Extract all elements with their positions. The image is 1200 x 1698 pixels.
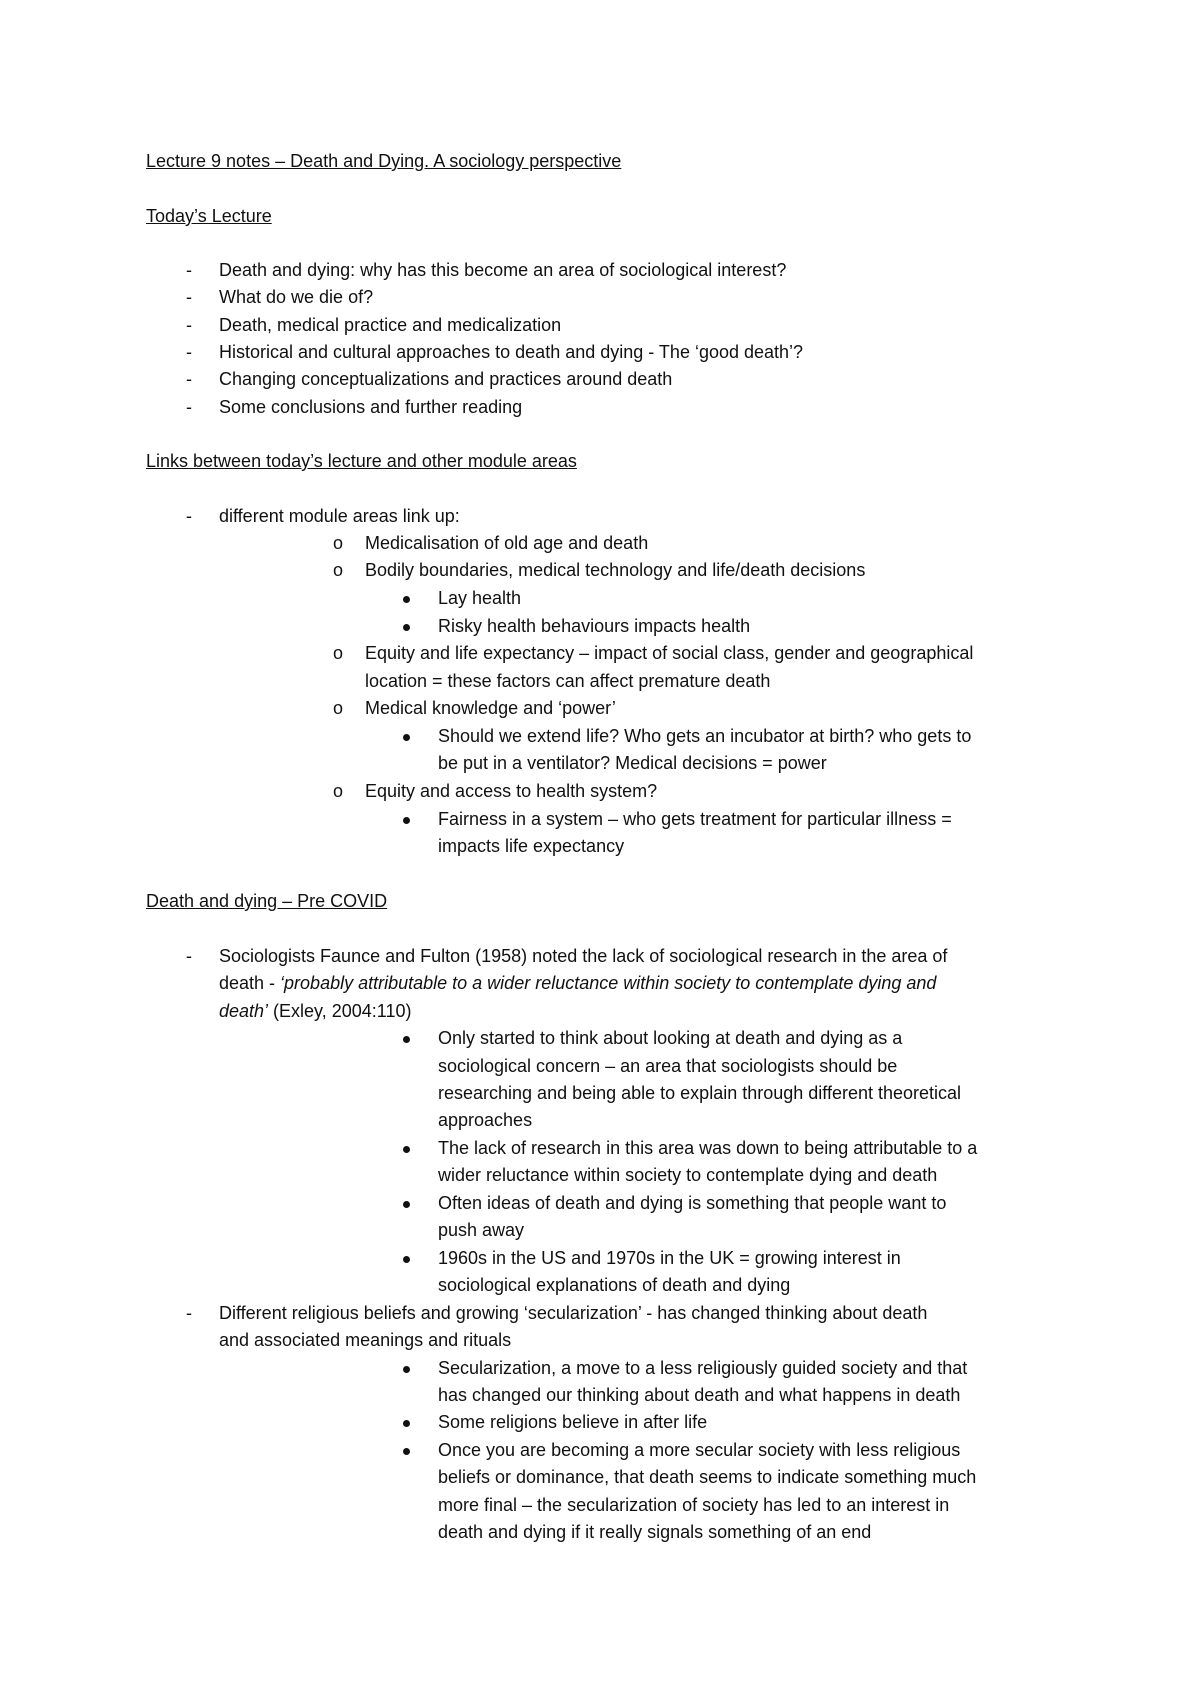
bullet-item: Should we extend life? Who gets an incubator at birth? who gets to [438,726,972,746]
dash-marker: - [186,369,192,389]
bullet-dot [403,1256,410,1263]
dash-marker: - [186,506,192,526]
page-title: Lecture 9 notes – Death and Dying. A sociology perspective [146,151,622,171]
bullet-item-continuation: more final – the secularization of society has led to an interest in [438,1495,950,1515]
sub-list-item: Medical knowledge and ‘power’ [365,698,616,718]
bullet-dot [403,1146,410,1153]
quote-text: ‘probably attributable to a wider reluctance within society to contemplate dying and [280,973,937,993]
sub-list-item: Bodily boundaries, medical technology and life/death decisions [365,560,866,580]
bullet-dot [403,1036,410,1043]
section-heading-pre-covid: Death and dying – Pre COVID [146,891,388,911]
dash-marker: - [186,287,192,307]
list-item-continuation [219,971,936,995]
bullet-item-continuation: impacts life expectancy [438,836,625,856]
bullet-item-continuation: sociological explanations of death and dying [438,1275,791,1295]
circle-marker: o [333,533,344,553]
bullet-item-continuation: death and dying if it really signals something of an end [438,1522,872,1542]
dash-marker: - [186,315,192,335]
bullet-item-continuation: beliefs or dominance, that death seems to indicate something much [438,1467,977,1487]
bullet-item: The lack of research in this area was down to being attributable to a [438,1138,978,1158]
bullet-item-continuation: be put in a ventilator? Medical decisions = power [438,753,827,773]
bullet-item-continuation: researching and being able to explain through different theoretical [438,1083,962,1103]
list-item: Changing conceptualizations and practices around death [219,369,673,389]
list-item: Some conclusions and further reading [219,397,523,417]
text-run: death - [219,973,281,993]
bullet-item-continuation: approaches [438,1110,533,1130]
sub-list-item-continuation: location = these factors can affect premature death [365,671,771,691]
bullet-dot [403,596,410,603]
dash-marker: - [186,260,192,280]
bullet-item: Risky health behaviours impacts health [438,616,751,636]
bullet-item: Once you are becoming a more secular society with less religious [438,1440,961,1460]
bullet-item: Secularization, a move to a less religiously guided society and that [438,1358,968,1378]
citation: (Exley, 2004:110) [268,1001,412,1021]
bullet-item-continuation: sociological concern – an area that sociologists should be [438,1056,898,1076]
bullet-dot [403,734,410,741]
list-item: What do we die of? [219,287,374,307]
list-item: Sociologists Faunce and Fulton (1958) noted the lack of sociological research in the area of [219,946,948,966]
dash-marker: - [186,1303,192,1323]
section-heading-links: Links between today’s lecture and other module areas [146,451,577,471]
list-item: different module areas link up: [219,506,460,526]
bullet-item-continuation: push away [438,1220,525,1240]
bullet-item: Lay health [438,588,522,608]
sub-list-item: Medicalisation of old age and death [365,533,649,553]
dash-marker: - [186,397,192,417]
bullet-item: Some religions believe in after life [438,1412,708,1432]
bullet-dot [403,1420,410,1427]
dash-marker: - [186,342,192,362]
circle-marker: o [333,781,344,801]
quote-text: death’ [219,1001,269,1021]
section-heading-todays-lecture: Today’s Lecture [146,206,272,226]
bullet-item-continuation: wider reluctance within society to contemplate dying and death [438,1165,938,1185]
sub-list-item: Equity and access to health system? [365,781,658,801]
dash-marker: - [186,946,192,966]
bullet-item: Fairness in a system – who gets treatment for particular illness = [438,809,952,829]
bullet-dot [403,1366,410,1373]
bullet-item: Only started to think about looking at death and dying as a [438,1028,903,1048]
bullet-dot [403,817,410,824]
bullet-dot [403,624,410,631]
sub-list-item: Equity and life expectancy – impact of social class, gender and geographical [365,643,974,663]
bullet-item-continuation: has changed our thinking about death and what happens in death [438,1385,961,1405]
circle-marker: o [333,643,344,663]
list-item: Different religious beliefs and growing ‘secularization’ - has changed thinking about death [219,1303,928,1323]
bullet-dot [403,1448,410,1455]
list-item: Death and dying: why has this become an area of sociological interest? [219,260,787,280]
list-item: Death, medical practice and medicalization [219,315,562,335]
circle-marker: o [333,698,344,718]
bullet-item: 1960s in the US and 1970s in the UK = growing interest in [438,1248,901,1268]
bullet-item: Often ideas of death and dying is something that people want to [438,1193,947,1213]
list-item-continuation [219,999,411,1023]
list-item: Historical and cultural approaches to death and dying - The ‘good death’? [219,342,804,362]
list-item-continuation: and associated meanings and rituals [219,1330,512,1350]
bullet-dot [403,1201,410,1208]
circle-marker: o [333,560,344,580]
